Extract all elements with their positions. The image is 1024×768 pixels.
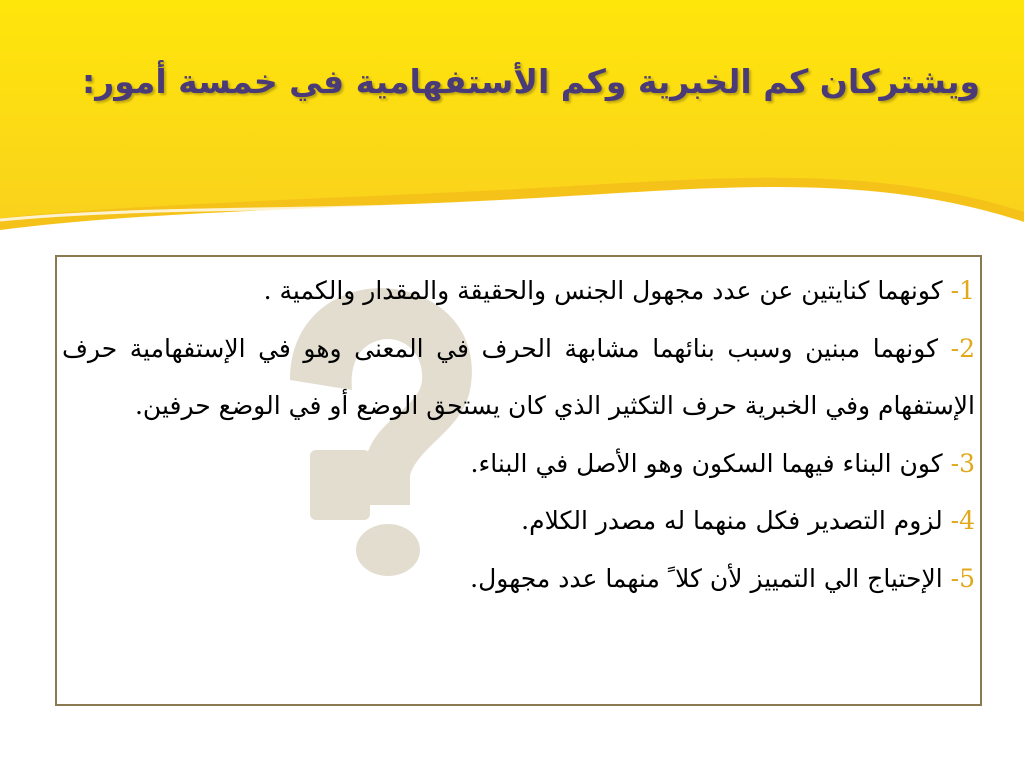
item-number: 4- xyxy=(950,506,975,535)
content-list xyxy=(62,262,975,607)
list-item xyxy=(62,550,975,608)
item-number: 5- xyxy=(950,563,975,593)
item-text: كونهما مبنين وسبب بنائهما مشابهة الحرف في المعنى وهو في الإستفهامية حرف الإستفهام وفي الخبرية حرف التكثير الذي كان يستحق الوضع أو في الوضع حرفين. xyxy=(62,333,975,420)
header-banner xyxy=(0,0,1024,240)
list-item xyxy=(62,262,975,320)
list-item xyxy=(62,435,975,493)
item-number: 3- xyxy=(950,448,975,478)
item-text: لزوم التصدير فكل منهما له مصدر الكلام. xyxy=(521,506,951,535)
item-text: كون البناء فيهما السكون وهو الأصل في البناء. xyxy=(470,448,951,478)
item-text: كونهما كنايتين عن عدد مجهول الجنس والحقيقة والمقدار والكمية . xyxy=(263,276,951,305)
item-number: 1- xyxy=(950,276,975,305)
item-text: الإحتياج الي التمييز لأن كلا ً منهما عدد مجهول. xyxy=(470,563,951,593)
list-item xyxy=(62,320,975,435)
item-number: 2- xyxy=(950,333,975,363)
list-item xyxy=(62,492,975,550)
slide-title: ويشتركان كم الخبرية وكم الأستفهامية في خمسة أمور: xyxy=(82,62,980,101)
